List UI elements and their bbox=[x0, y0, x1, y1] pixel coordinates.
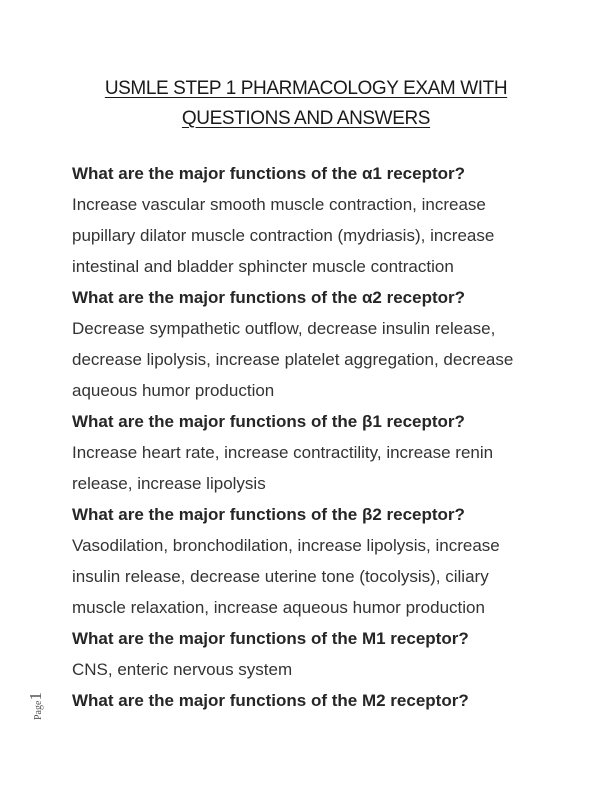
answer-line: pupillary dilator muscle contraction (mydriasis), increase bbox=[72, 226, 495, 245]
answer-line: Decrease sympathetic outflow, decrease insulin release, bbox=[72, 319, 496, 338]
answer-line: insulin release, decrease uterine tone (tocolysis), ciliary bbox=[72, 567, 489, 586]
answer-line: Increase vascular smooth muscle contraction, increase bbox=[72, 195, 486, 214]
answer bbox=[72, 654, 547, 685]
answer-line: CNS, enteric nervous system bbox=[72, 660, 293, 679]
answer-line: Vasodilation, bronchodilation, increase lipolysis, increase bbox=[72, 536, 500, 555]
answer bbox=[72, 530, 547, 623]
answer-line: release, increase lipolysis bbox=[72, 474, 266, 493]
answer-line: aqueous humor production bbox=[72, 381, 275, 400]
question: What are the major functions of the M1 receptor? bbox=[72, 629, 469, 648]
document-title bbox=[72, 74, 540, 134]
title-line-1: USMLE STEP 1 PHARMACOLOGY EXAM WITH bbox=[104, 78, 508, 99]
qa-item bbox=[72, 406, 547, 499]
qa-item bbox=[72, 623, 547, 685]
answer bbox=[72, 437, 547, 499]
question: What are the major functions of the α2 receptor? bbox=[72, 288, 466, 307]
qa-item bbox=[72, 499, 547, 623]
answer-line: decrease lipolysis, increase platelet aggregation, decrease bbox=[72, 350, 514, 369]
question: What are the major functions of the M2 receptor? bbox=[72, 691, 469, 710]
qa-list bbox=[72, 158, 547, 716]
question: What are the major functions of the α1 receptor? bbox=[72, 164, 466, 183]
answer bbox=[72, 189, 547, 282]
answer-line: muscle relaxation, increase aqueous humor production bbox=[72, 598, 485, 617]
page-number-margin bbox=[26, 680, 48, 720]
question: What are the major functions of the β2 receptor? bbox=[72, 505, 465, 524]
question: What are the major functions of the β1 receptor? bbox=[72, 412, 465, 431]
title-line-2: QUESTIONS AND ANSWERS bbox=[181, 108, 431, 129]
answer-line: intestinal and bladder sphincter muscle contraction bbox=[72, 257, 454, 276]
answer-line: Increase heart rate, increase contractility, increase renin bbox=[72, 443, 494, 462]
answer bbox=[72, 313, 547, 406]
page-number: 1 bbox=[26, 692, 45, 701]
page-label: Page bbox=[33, 700, 44, 720]
qa-item bbox=[72, 282, 547, 406]
qa-item bbox=[72, 685, 547, 716]
qa-item bbox=[72, 158, 547, 282]
